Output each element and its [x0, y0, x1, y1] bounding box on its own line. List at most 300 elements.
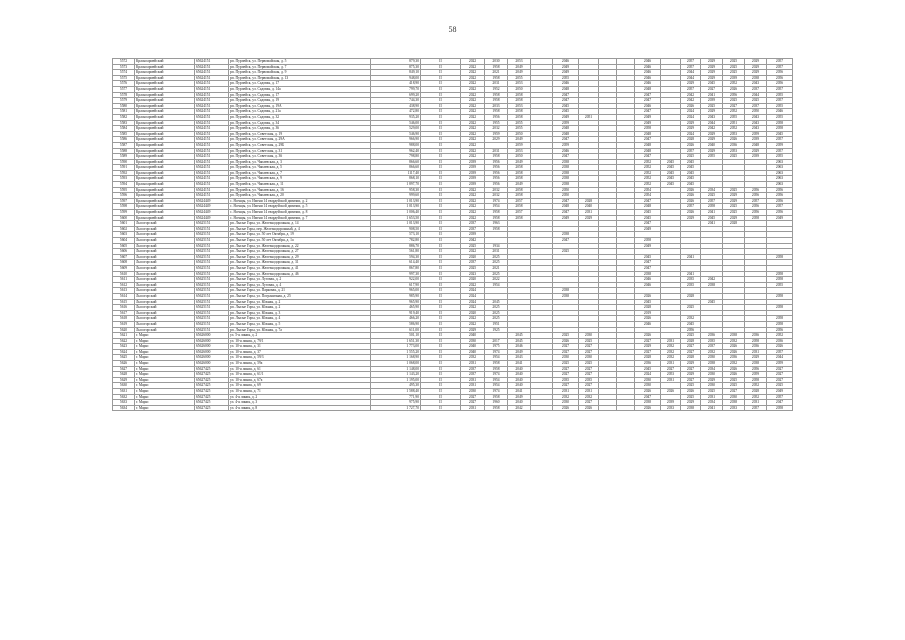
year-value: 2058 — [508, 176, 531, 182]
work-year: 2057 — [767, 137, 793, 143]
record-number: 5598 — [113, 204, 135, 210]
work-year: 2045 — [661, 159, 681, 165]
work-year: 2056 — [767, 75, 793, 81]
year-value: 2050 — [508, 131, 531, 137]
municipality: г. Маркс — [135, 372, 195, 378]
record-number: 5606 — [113, 249, 135, 255]
work-year: 2026 — [635, 316, 661, 322]
year-value: 2027 — [461, 394, 485, 400]
year-value: 2022 — [461, 316, 485, 322]
work-year: 2027 — [635, 349, 661, 355]
work-year: 2026 — [723, 86, 745, 92]
work-year: 2048 — [553, 126, 579, 132]
work-year: 2024 — [681, 109, 701, 115]
oktmo-code: 65627425 — [195, 366, 229, 372]
work-year: 2027 — [553, 372, 579, 378]
work-year: 2043 — [745, 120, 767, 126]
address: рп. Пурпейск, ул. Советская, д. 29А — [229, 137, 371, 143]
state-class: II — [421, 142, 461, 148]
year-value: 2022 — [461, 64, 485, 70]
total-area: 866,60 — [371, 165, 421, 171]
address: рп. Лысые Горы, ул. Южная, д. 5 — [229, 321, 371, 327]
work-year: 2048 — [635, 131, 661, 137]
municipality: Красноармейский — [135, 92, 195, 98]
state-class: II — [421, 288, 461, 294]
record-number: 5575 — [113, 75, 135, 81]
work-year: 2038 — [553, 293, 579, 299]
work-year: 2055 — [723, 114, 745, 120]
total-area: 962,40 — [371, 148, 421, 154]
state-class: II — [421, 243, 461, 249]
oktmo-code: 65624151 — [195, 159, 229, 165]
work-year — [599, 405, 617, 411]
work-year: 2037 — [701, 344, 723, 350]
municipality: Лысогорский — [135, 310, 195, 316]
work-year: 2030 — [579, 355, 599, 361]
work-year: 2027 — [579, 344, 599, 350]
address: рп. Лысые Горы, ул. Железнодорожная, д. 14 — [229, 221, 371, 227]
total-area: 1 195,00 — [371, 377, 421, 383]
year-value: 2055 — [508, 126, 531, 132]
work-year: 2027 — [579, 349, 599, 355]
record-number: 5607 — [113, 254, 135, 260]
year-value: 2022 — [461, 70, 485, 76]
municipality: г. Маркс — [135, 366, 195, 372]
record-number: 5602 — [113, 226, 135, 232]
record-number: 5605 — [113, 243, 135, 249]
year-value: 2022 — [461, 142, 485, 148]
oktmo-code: 65624449 — [195, 215, 229, 221]
municipality: г. Маркс — [135, 389, 195, 395]
work-year: 2038 — [553, 182, 579, 188]
municipality: Красноармейский — [135, 170, 195, 176]
oktmo-code: 65624151 — [195, 75, 229, 81]
state-class: II — [421, 366, 461, 372]
work-year: 2049 — [635, 114, 661, 120]
total-area: 418,90 — [371, 81, 421, 87]
municipality: Красноармейский — [135, 114, 195, 120]
state-class: II — [421, 293, 461, 299]
state-class: II — [421, 344, 461, 350]
total-area: 561,80 — [371, 249, 421, 255]
year-value: 2022 — [461, 249, 485, 255]
year-value: 2040 — [461, 333, 485, 339]
year-value: 2022 — [461, 321, 485, 327]
address: рп. Лысые Горы, ул. Железнодорожная, д. 41 — [229, 265, 371, 271]
total-area: 546,00 — [371, 120, 421, 126]
work-year: 2027 — [681, 349, 701, 355]
total-area: 868,10 — [371, 176, 421, 182]
total-area: 1 013,90 — [371, 204, 421, 210]
year-value: 1958 — [485, 109, 508, 115]
work-year: 2025 — [681, 305, 701, 311]
work-year: 2026 — [553, 338, 579, 344]
total-area: 958,30 — [371, 187, 421, 193]
work-year: 2052 — [635, 159, 661, 165]
total-area: 997,30 — [371, 271, 421, 277]
year-value: 2043 — [508, 355, 531, 361]
year-value: 1974 — [485, 389, 508, 395]
work-year: 2025 — [701, 193, 723, 199]
work-year: 2031 — [661, 338, 681, 344]
work-year: 2047 — [635, 265, 661, 271]
year-value: 1974 — [485, 372, 508, 378]
address: рп. Пурпейск, ул. Советская, д. 31 — [229, 148, 371, 154]
work-year: 2035 — [553, 377, 579, 383]
oktmo-code: 65625151 — [195, 305, 229, 311]
work-year: 2045 — [701, 299, 723, 305]
state-class: II — [421, 103, 461, 109]
work-year: 2027 — [579, 400, 599, 406]
work-year: 2029 — [681, 361, 701, 367]
year-value: 2055 — [508, 75, 531, 81]
total-area: 617,90 — [371, 282, 421, 288]
oktmo-code: 65627425 — [195, 394, 229, 400]
municipality: Лысогорский — [135, 305, 195, 311]
work-year: 2029 — [681, 215, 701, 221]
address: с. Ясенцы, ул. Имени 14 гвардейской дивизии, д. 5 — [229, 204, 371, 210]
work-year: 2025 — [579, 338, 599, 344]
record-number: 5582 — [113, 114, 135, 120]
total-area: 919,40 — [371, 310, 421, 316]
municipality: Красноармейский — [135, 215, 195, 221]
year-value: 2022 — [461, 109, 485, 115]
state-class: II — [421, 215, 461, 221]
work-year: 2045 — [635, 210, 661, 216]
work-year: 2019 — [635, 310, 661, 316]
work-year: 2027 — [579, 383, 599, 389]
work-year: 2038 — [553, 159, 579, 165]
work-year: 2053 — [661, 372, 681, 378]
work-year: 2027 — [553, 349, 579, 355]
work-year: 2056 — [723, 92, 745, 98]
work-year: 2026 — [723, 137, 745, 143]
year-value: 1958 — [485, 154, 508, 160]
municipality: Красноармейский — [135, 59, 195, 65]
address: рп. Пурпейск, ул. Первомайская, д. 7 — [229, 64, 371, 70]
work-year: 2058 — [701, 204, 723, 210]
work-year: 2041 — [681, 271, 701, 277]
work-year: 2031 — [579, 389, 599, 395]
work-year: 2031 — [745, 400, 767, 406]
total-area: 1 773,00 — [371, 344, 421, 350]
work-year: 2025 — [701, 103, 723, 109]
year-value: 1958 — [485, 366, 508, 372]
work-year: 2055 — [767, 103, 793, 109]
work-year: 2058 — [767, 126, 793, 132]
record-number: 5589 — [113, 154, 135, 160]
record-number: 5620 — [113, 327, 135, 333]
state-class: II — [421, 210, 461, 216]
work-year: 2029 — [701, 75, 723, 81]
municipality: Лысогорский — [135, 238, 195, 244]
year-value: 2045 — [508, 338, 531, 344]
work-year: 2045 — [681, 182, 701, 188]
work-year: 2029 — [579, 215, 599, 221]
state-class: II — [421, 75, 461, 81]
year-value: 2049 — [508, 394, 531, 400]
address: рп. Лысые Горы, ул. Железнодорожная, д. 27 — [229, 249, 371, 255]
work-year: 2038 — [701, 361, 723, 367]
address: рп. Пурпейск, ул. Садовая, д. 17 — [229, 81, 371, 87]
year-value: 2032 — [485, 193, 508, 199]
year-value: 1956 — [485, 176, 508, 182]
work-year: 2058 — [745, 215, 767, 221]
municipality: Красноармейский — [135, 64, 195, 70]
oktmo-code: 65625151 — [195, 232, 229, 238]
work-year: 2048 — [553, 204, 579, 210]
municipality: г. Маркс — [135, 405, 195, 411]
state-class: II — [421, 238, 461, 244]
work-year: 2063 — [767, 159, 793, 165]
oktmo-code: 65626000 — [195, 349, 229, 355]
work-year: 2047 — [553, 137, 579, 143]
work-year: 2027 — [701, 86, 723, 92]
municipality: Лысогорский — [135, 243, 195, 249]
work-year: 2056 — [767, 70, 793, 76]
work-year: 2049 — [635, 120, 661, 126]
work-year: 2029 — [701, 64, 723, 70]
record-number: 5592 — [113, 170, 135, 176]
work-year: 2029 — [681, 81, 701, 87]
work-year: 2056 — [745, 210, 767, 216]
year-value: 2031 — [461, 405, 485, 411]
municipality: Лысогорский — [135, 271, 195, 277]
year-value: 2058 — [508, 92, 531, 98]
total-area: 985,90 — [371, 293, 421, 299]
work-year: 2057 — [767, 204, 793, 210]
work-year: 2045 — [681, 165, 701, 171]
work-year: 2025 — [723, 377, 745, 383]
work-year: 2038 — [553, 288, 579, 294]
state-class: II — [421, 282, 461, 288]
year-value: 2058 — [508, 193, 531, 199]
oktmo-code: 65624151 — [195, 92, 229, 98]
address: рп. Пурпейск, ул. Садовая, д. 17 — [229, 92, 371, 98]
year-value: 2022 — [461, 137, 485, 143]
work-year: 2038 — [635, 400, 661, 406]
oktmo-code: 65624151 — [195, 120, 229, 126]
year-value: 2022 — [461, 198, 485, 204]
oktmo-code: 65627425 — [195, 405, 229, 411]
work-year: 2026 — [681, 142, 701, 148]
total-area: 798,80 — [371, 154, 421, 160]
work-year: 2059 — [745, 372, 767, 378]
state-class: II — [421, 361, 461, 367]
total-area: 501,10 — [371, 333, 421, 339]
record-number: 5617 — [113, 310, 135, 316]
year-value: 1954 — [485, 282, 508, 288]
municipality: Лысогорский — [135, 316, 195, 322]
work-year: 2027 — [681, 366, 701, 372]
address: рп. Пурпейск, ул. Чапаевская, д. 3 — [229, 159, 371, 165]
work-year: 2042 — [681, 98, 701, 104]
address: с. Ясенцы, ул. Имени 14 гвардейской дивизии, д. 8 — [229, 210, 371, 216]
record-number: 5587 — [113, 142, 135, 148]
work-year: 2038 — [553, 165, 579, 171]
year-value: 2022 — [461, 114, 485, 120]
address: рп. Лысые Горы, ул. Железнодорожная, д. 31 — [229, 260, 371, 266]
work-year: 2025 — [553, 361, 579, 367]
address: с. Ясенцы, ул. Имени 14 гвардейской дивизии, д. 7 — [229, 215, 371, 221]
state-class: II — [421, 277, 461, 283]
work-year: 2034 — [701, 187, 723, 193]
state-class: II — [421, 349, 461, 355]
state-class: II — [421, 198, 461, 204]
record-number: 5600 — [113, 215, 135, 221]
total-area: 1 068,00 — [371, 361, 421, 367]
work-year: 2045 — [635, 215, 661, 221]
state-class: II — [421, 59, 461, 65]
year-value: 1954 — [485, 204, 508, 210]
record-number: 5634 — [113, 405, 135, 411]
year-value: 2032 — [461, 355, 485, 361]
year-value: 1955 — [485, 120, 508, 126]
year-value: 1956 — [485, 114, 508, 120]
work-year: 2025 — [553, 249, 579, 255]
work-year: 2055 — [767, 92, 793, 98]
municipality: Лысогорский — [135, 249, 195, 255]
work-year: 2055 — [701, 154, 723, 160]
year-value: 2042 — [461, 238, 485, 244]
oktmo-code: 65624151 — [195, 114, 229, 120]
oktmo-code: 65626000 — [195, 338, 229, 344]
municipality: г. Маркс — [135, 344, 195, 350]
record-number: 5593 — [113, 176, 135, 182]
work-year: 2030 — [701, 372, 723, 378]
work-year: 2053 — [723, 131, 745, 137]
state-class: II — [421, 327, 461, 333]
work-year: 2050 — [553, 193, 579, 199]
address: рп. Пурпейск, ул. Садовая, д. 19А — [229, 103, 371, 109]
year-value: 1958 — [485, 92, 508, 98]
total-area: 611,00 — [371, 327, 421, 333]
oktmo-code: 65625151 — [195, 238, 229, 244]
year-value: 2022 — [461, 193, 485, 199]
table-row — [113, 405, 793, 411]
address: ул. 10-я линия, д. 61 — [229, 366, 371, 372]
state-class: II — [421, 86, 461, 92]
work-year: 2058 — [767, 277, 793, 283]
oktmo-code: 65627425 — [195, 377, 229, 383]
year-value: 1958 — [485, 226, 508, 232]
record-number: 5590 — [113, 159, 135, 165]
year-value: 2041 — [508, 389, 531, 395]
year-value: 2037 — [461, 226, 485, 232]
year-value: 2022 — [461, 154, 485, 160]
work-year: 2039 — [701, 98, 723, 104]
work-year: 2057 — [767, 148, 793, 154]
work-year: 2029 — [723, 215, 745, 221]
year-value: 2050 — [508, 86, 531, 92]
work-year: 2036 — [745, 344, 767, 350]
year-value: 2025 — [485, 260, 508, 266]
address: рп. Лысые Горы, ул. Пограничная, д. 25 — [229, 293, 371, 299]
address: рп. Пурпейск, ул. Первомайская, д. 5 — [229, 59, 371, 65]
year-value: 2022 — [461, 282, 485, 288]
work-year: 2059 — [553, 142, 579, 148]
work-year: 2049 — [767, 215, 793, 221]
work-year: 2026 — [681, 198, 701, 204]
work-year: 2045 — [681, 159, 701, 165]
state-class: II — [421, 377, 461, 383]
year-value: 1954 — [485, 355, 508, 361]
work-year: 2025 — [723, 98, 745, 104]
oktmo-code: 65627425 — [195, 389, 229, 395]
year-value: 2040 — [508, 383, 531, 389]
work-year: 2051 — [723, 120, 745, 126]
total-area: 965,90 — [371, 299, 421, 305]
work-year: 2029 — [701, 148, 723, 154]
record-number: 5632 — [113, 394, 135, 400]
work-year: 2025 — [723, 70, 745, 76]
total-area: 1 588,40 — [371, 389, 421, 395]
work-year: 2035 — [681, 277, 701, 283]
state-class: II — [421, 109, 461, 115]
state-class: II — [421, 176, 461, 182]
work-year: 2049 — [553, 114, 579, 120]
year-value: 1934 — [485, 243, 508, 249]
work-year: 2031 — [579, 210, 599, 216]
record-number: 5601 — [113, 221, 135, 227]
work-year: 2058 — [635, 126, 661, 132]
work-year: 2053 — [723, 148, 745, 154]
record-number: 5614 — [113, 293, 135, 299]
total-area: 438,90 — [371, 103, 421, 109]
housing-registry-table — [112, 58, 793, 411]
work-year: 2058 — [767, 405, 793, 411]
municipality: Лысогорский — [135, 232, 195, 238]
work-year: 2056 — [745, 187, 767, 193]
work-year: 2029 — [635, 344, 661, 350]
work-year: 2052 — [635, 176, 661, 182]
work-year: 2057 — [767, 98, 793, 104]
year-value: 1951 — [485, 321, 508, 327]
year-value: 2053 — [508, 59, 531, 65]
state-class: II — [421, 372, 461, 378]
year-value: 2039 — [461, 232, 485, 238]
work-year: 2029 — [681, 372, 701, 378]
municipality: Красноармейский — [135, 75, 195, 81]
oktmo-code: 65624151 — [195, 165, 229, 171]
work-year: 2046 — [635, 103, 661, 109]
year-value: 1958 — [485, 75, 508, 81]
year-value: 2033 — [485, 103, 508, 109]
address: рп. Лысые Горы, ул. Железнодорожная, д. 29 — [229, 254, 371, 260]
municipality: Красноармейский — [135, 154, 195, 160]
work-year: 2052 — [767, 333, 793, 339]
work-year: 2057 — [701, 198, 723, 204]
work-year: 2046 — [553, 59, 579, 65]
work-year: 2038 — [745, 361, 767, 367]
work-year: 2025 — [723, 204, 745, 210]
record-number: 5621 — [113, 333, 135, 339]
municipality: Красноармейский — [135, 204, 195, 210]
total-area: 1 168,90 — [371, 355, 421, 361]
total-area: 529,00 — [371, 126, 421, 132]
work-year: 2058 — [767, 120, 793, 126]
year-value: 1974 — [485, 198, 508, 204]
oktmo-code: 65627425 — [195, 372, 229, 378]
municipality: Красноармейский — [135, 131, 195, 137]
work-year: 2057 — [681, 204, 701, 210]
year-value: 2057 — [508, 198, 531, 204]
total-area: 1 897,70 — [371, 182, 421, 188]
work-year: 2030 — [723, 394, 745, 400]
work-year: 2059 — [745, 131, 767, 137]
address: рп. Пурпейск, ул. Первомайская, д. 13 — [229, 75, 371, 81]
year-value: 1958 — [485, 210, 508, 216]
